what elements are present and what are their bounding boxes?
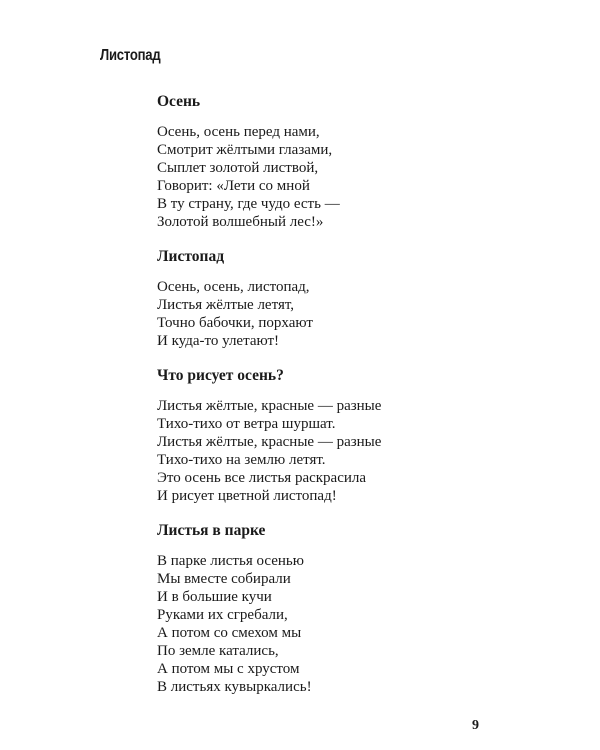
poem-line: В листьях кувыркались! <box>157 679 312 695</box>
section-title: Листопад <box>100 47 161 64</box>
poem-line: По земле катались, <box>157 643 279 659</box>
poem-line: А потом мы с хрустом <box>157 661 300 677</box>
poem-line: В ту страну, где чудо есть — <box>157 196 340 212</box>
poem-line: И в большие кучи <box>157 589 272 605</box>
poem-line: Осень, осень перед нами, <box>157 124 320 140</box>
poem-line: И куда-то улетают! <box>157 333 280 349</box>
poem-line: Осень, осень, листопад, <box>157 279 310 295</box>
poem-block <box>157 522 537 696</box>
poem-stanza <box>157 552 537 696</box>
poem-line: Листья жёлтые, красные — разные <box>157 434 382 450</box>
poem-block <box>157 367 537 505</box>
poem-line: Тихо-тихо от ветра шуршат. <box>157 416 336 432</box>
poem-line: В парке листья осенью <box>157 553 304 569</box>
poem-line: Это осень все листья раскрасила <box>157 470 367 486</box>
poem-line: Листья жёлтые, красные — разные <box>157 398 382 414</box>
poem-stanza <box>157 397 537 505</box>
poem-line: Точно бабочки, порхают <box>157 315 313 331</box>
poem-title: Что рисует осень? <box>157 367 284 384</box>
poem-block <box>157 93 537 231</box>
poems-container <box>157 93 537 713</box>
poem-title: Листья в парке <box>157 522 266 539</box>
page-number: 9 <box>472 718 479 733</box>
poem-line: Золотой волшебный лес!» <box>157 214 324 230</box>
poem-title: Осень <box>157 93 201 110</box>
poem-stanza <box>157 278 537 350</box>
poem-line: А потом со смехом мы <box>157 625 302 641</box>
poem-line: И рисует цветной листопад! <box>157 488 337 504</box>
poem-line: Говорит: «Лети со мной <box>157 178 310 194</box>
poem-line: Смотрит жёлтыми глазами, <box>157 142 333 158</box>
poem-line: Руками их сгребали, <box>157 607 288 623</box>
poem-line: Листья жёлтые летят, <box>157 297 295 313</box>
poem-line: Сыплет золотой листвой, <box>157 160 319 176</box>
poem-line: Мы вместе собирали <box>157 571 291 587</box>
poem-block <box>157 248 537 350</box>
poem-line: Тихо-тихо на землю летят. <box>157 452 326 468</box>
poem-stanza <box>157 123 537 231</box>
poem-title: Листопад <box>157 248 225 265</box>
